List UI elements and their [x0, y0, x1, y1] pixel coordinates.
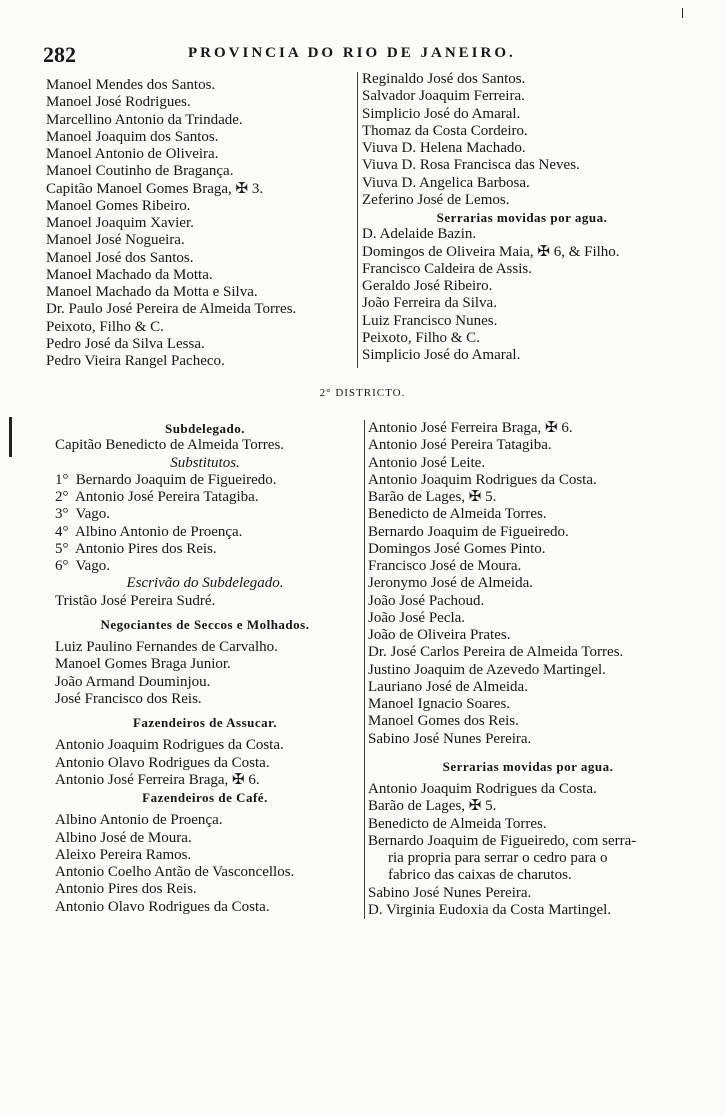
- escrivao-heading: Escrivão do Subdelegado.: [126, 575, 284, 592]
- list-item: Manoel Gomes Ribeiro.: [46, 197, 191, 214]
- list-item: [55, 558, 355, 575]
- list-item: Manoel José Rodrigues.: [46, 94, 191, 111]
- assucar-heading: Fazendeiros de Assucar.: [132, 715, 278, 730]
- list-item: Simplicio José do Amaral.: [362, 347, 521, 363]
- scan-mark: [9, 417, 12, 457]
- list-item: Jeronymo José de Almeida.: [368, 575, 533, 592]
- list-item: Viuva D. Angelica Barbosa.: [362, 174, 530, 191]
- district-title: 2° DISTRICTO.: [319, 387, 406, 399]
- ordinal: 1°: [55, 471, 69, 488]
- substitutos-heading: Substitutos.: [170, 454, 240, 471]
- list-item: Antonio Pires dos Reis.: [55, 881, 197, 898]
- list-item-continuation: fabrico das caixas de charutos.: [388, 867, 572, 884]
- list-item: Francisco Caldeira de Assis.: [362, 260, 532, 277]
- list-item: Manoel José Nogueira.: [46, 232, 185, 249]
- substituto-name: Bernardo Joaquim de Figueiredo.: [75, 471, 277, 488]
- list-item: Capitão Manoel Gomes Braga, ✠ 3.: [46, 180, 264, 197]
- list-item: Dr. José Carlos Pereira de Almeida Torres.: [368, 644, 624, 661]
- list-item: Antonio Olavo Rodrigues da Costa.: [55, 898, 270, 915]
- substituto-name: Antonio Pires dos Reis.: [74, 540, 217, 557]
- ordinal: 6°: [55, 558, 69, 574]
- list-item: Antonio Joaquim Rodrigues da Costa.: [55, 737, 284, 754]
- list-item: Albino José de Moura.: [55, 829, 192, 846]
- list-item: Domingos José Gomes Pinto.: [368, 540, 546, 557]
- section2-left-column: [55, 420, 355, 916]
- list-item: D. Virginia Eudoxia da Costa Martingel.: [368, 901, 612, 918]
- list-item: Salvador Joaquim Ferreira.: [362, 88, 525, 105]
- list-item: Dr. Paulo José Pereira de Almeida Torres.: [46, 301, 297, 318]
- list-item: Sabino José Nunes Pereira.: [368, 884, 532, 901]
- list-item: [55, 541, 355, 558]
- list-item: Simplicio José do Amaral.: [362, 105, 521, 122]
- list-item: Luiz Paulino Fernandes de Carvalho.: [55, 639, 278, 655]
- list-item: Antonio Joaquim Rodrigues da Costa.: [368, 781, 597, 797]
- list-item: Manoel Joaquim Xavier.: [46, 215, 194, 231]
- serrarias-heading: Serrarias movidas por agua.: [442, 758, 614, 774]
- list-item: Manoel Coutinho de Bragança.: [46, 163, 234, 180]
- list-item: [55, 524, 355, 541]
- list-item: Manoel Machado da Motta e Silva.: [46, 284, 258, 300]
- cafe-heading: Fazendeiros de Café.: [142, 790, 268, 805]
- ordinal: 4°: [55, 523, 69, 540]
- ordinal: 3°: [55, 506, 69, 523]
- list-item: João José Pecla.: [368, 609, 466, 626]
- list-item: João Armand Douminjou.: [55, 673, 211, 690]
- list-item: Antonio José Pereira Tatagiba.: [368, 437, 552, 454]
- list-item: Viuva D. Rosa Francisca das Neves.: [362, 157, 580, 174]
- list-item: [55, 506, 355, 523]
- subdelegado-heading: Subdelegado.: [164, 421, 246, 436]
- list-item: Sabino José Nunes Pereira.: [368, 730, 532, 747]
- running-title: PROVINCIA DO RIO DE JANEIRO.: [188, 45, 516, 61]
- list-item: Geraldo José Ribeiro.: [362, 278, 493, 294]
- list-item: Viuva D. Helena Machado.: [362, 140, 526, 156]
- list-item: Albino Antonio de Proença.: [55, 812, 223, 829]
- escrivao-name: Tristão José Pereira Sudré.: [55, 592, 216, 609]
- list-item: Zeferino José de Lemos.: [362, 191, 510, 208]
- list-item: Pedro Vieira Rangel Pacheco.: [46, 353, 225, 369]
- list-item: João de Oliveira Prates.: [368, 627, 511, 643]
- list-item: Pedro José da Silva Lessa.: [46, 335, 205, 352]
- list-item: Antonio José Ferreira Braga, ✠ 6.: [368, 420, 573, 436]
- list-item: Bernardo Joaquim de Figueiredo.: [368, 523, 569, 540]
- list-item: [55, 489, 355, 506]
- list-item: Lauriano José de Almeida.: [368, 678, 528, 695]
- list-item: Manoel Machado da Motta.: [46, 266, 213, 283]
- scan-mark: [682, 8, 683, 18]
- list-item: Marcellino Antonio da Trindade.: [46, 111, 243, 128]
- section1-left-column: [46, 77, 358, 370]
- negociantes-heading: Negociantes de Seccos e Molhados.: [100, 616, 310, 632]
- list-item: Benedicto de Almeida Torres.: [368, 815, 547, 832]
- section-heading: Serrarias movidas por agua.: [436, 210, 608, 225]
- list-item: Manoel Ignacio Soares.: [368, 696, 511, 712]
- substituto-name: Antonio José Pereira Tatagiba.: [74, 489, 259, 505]
- list-item: Peixoto, Filho & C.: [46, 318, 164, 335]
- column-divider: [364, 420, 365, 919]
- list-item: João José Pachoud.: [368, 592, 485, 609]
- list-item: Domingos de Oliveira Maia, ✠ 6, & Filho.: [362, 243, 620, 260]
- list-item: D. Adelaide Bazin.: [362, 226, 477, 243]
- list-item: Manoel Antonio de Oliveira.: [46, 146, 219, 162]
- list-item: Francisco José de Moura.: [368, 558, 522, 574]
- list-item: Justino Joaquim de Azevedo Martingel.: [368, 661, 606, 678]
- list-item: Bernardo Joaquim de Figueiredo, com serra-: [368, 832, 637, 849]
- list-item-continuation: ria propria para serrar o cedro para o: [388, 850, 608, 866]
- substituto-name: Vago.: [75, 506, 111, 523]
- ordinal: 2°: [55, 489, 69, 505]
- list-item: Barão de Lages, ✠ 5.: [368, 489, 497, 505]
- page-number: 282: [43, 42, 76, 67]
- list-item: Peixoto, Filho & C.: [362, 329, 480, 346]
- list-item: Luiz Francisco Nunes.: [362, 312, 498, 329]
- list-item: José Francisco dos Reis.: [55, 690, 202, 707]
- list-item: Manoel Gomes Braga Junior.: [55, 656, 231, 673]
- list-item: Antonio Joaquim Rodrigues da Costa.: [368, 471, 597, 488]
- section1-right-column: [362, 71, 682, 364]
- list-item: Antonio José Ferreira Braga, ✠ 6.: [55, 771, 260, 788]
- list-item: Aleixo Pereira Ramos.: [55, 846, 192, 863]
- ordinal: 5°: [55, 540, 69, 557]
- list-item: Thomaz da Costa Cordeiro.: [362, 122, 528, 139]
- substituto-name: Albino Antonio de Proença.: [74, 523, 243, 540]
- list-item: Manoel Gomes dos Reis.: [368, 713, 519, 730]
- page-header: [43, 42, 568, 68]
- list-item: Benedicto de Almeida Torres.: [368, 506, 547, 523]
- list-item: Manoel Joaquim dos Santos.: [46, 128, 219, 145]
- list-item: Antonio Coelho Antão de Vasconcellos.: [55, 864, 295, 880]
- section2-right-column: [368, 420, 688, 919]
- list-item: Manoel Mendes dos Santos.: [46, 77, 216, 93]
- list-item: Manoel José dos Santos.: [46, 249, 194, 266]
- list-item: Reginaldo José dos Santos.: [362, 71, 526, 87]
- list-item: Antonio Olavo Rodrigues da Costa.: [55, 754, 270, 771]
- list-item: Antonio José Leite.: [368, 454, 486, 471]
- list-item: Barão de Lages, ✠ 5.: [368, 798, 497, 815]
- subdelegado-name: Capitão Benedicto de Almeida Torres.: [55, 437, 285, 454]
- list-item: [55, 472, 355, 489]
- list-item: João Ferreira da Silva.: [362, 295, 497, 312]
- substituto-name: Vago.: [75, 558, 111, 574]
